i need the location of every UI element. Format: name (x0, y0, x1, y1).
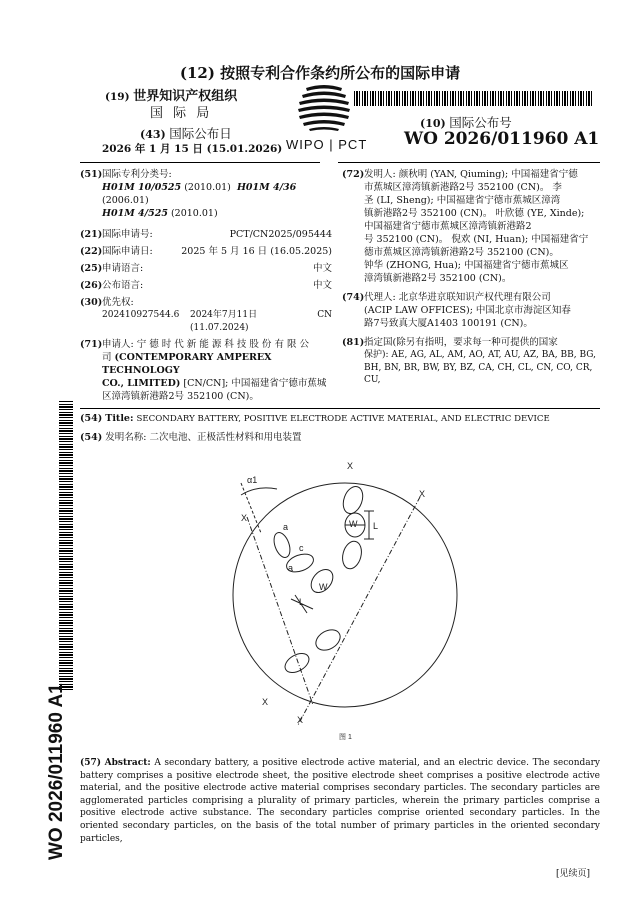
field-22-value: 2025 年 5 月 16 日 (16.05.2025) (181, 246, 332, 257)
inventors (364, 168, 600, 285)
applicant-line3 (102, 377, 332, 390)
org-sub: 国 际 局 (150, 106, 213, 121)
title-cn-row (80, 431, 600, 444)
wipo-globe-icon (294, 84, 354, 134)
field-22 (80, 245, 332, 258)
wipo-logo-text: WIPO | PCT (286, 137, 368, 152)
side-pub-number: WO 2026/011960 A1 (46, 683, 67, 860)
applicant-line1: 申请人: 宁 德 时 代 新 能 源 科 技 股 份 有 限 公 (102, 339, 309, 351)
label-x: X (241, 513, 248, 523)
ipc-1-date: (2010.01) (184, 182, 231, 193)
label-x: X (347, 461, 354, 471)
primary-particle (312, 626, 344, 655)
inventor-line: 镇新港路2号 352100 (CN)。 叶欣德 (YE, Xinde); (364, 208, 585, 219)
label-x: X (419, 489, 426, 499)
field-30-code: (30) (80, 297, 103, 308)
title-en-value: SECONDARY BATTERY, POSITIVE ELECTRODE ACTIVE MATERIAL, AND ELECTRIC DEVICE (136, 414, 550, 424)
field-74 (342, 291, 600, 330)
field-21-value: PCT/CN2025/095444 (229, 229, 332, 240)
divider-titles (80, 408, 600, 409)
pub-no-code: (10) (420, 117, 446, 130)
applicant-line4: 区漳湾镇新港路2号 352100 (CN)。 (102, 391, 259, 403)
angle-arc (241, 488, 277, 495)
abstract-label: Abstract: (104, 758, 151, 768)
field-21 (80, 228, 332, 241)
agent (364, 291, 600, 330)
field-25-label: 申请语言: (102, 263, 144, 274)
ipc-3: H01M 4/525 (102, 208, 168, 219)
primary-particle (340, 484, 366, 516)
inventor-line: 中国福建省宁德市蕉城区漳湾镇新港路2 (364, 221, 532, 232)
divider-left (80, 162, 320, 163)
inventor-line: 漳湾镇新港路2号 352100 (CN)。 (364, 273, 512, 284)
field-81-code: (81) (342, 337, 365, 348)
right-fields (342, 168, 600, 387)
field-71-code: (71) (80, 339, 103, 351)
designated-line: 保护): AE, AG, AL, AM, AO, AT, AU, AZ, BA, BB, BG, (364, 350, 596, 360)
designated-line: 指定国(除另有指明，要求每一种可提供的国家 (364, 337, 558, 348)
applicant-line2a: 司 (102, 352, 112, 364)
field-71 (80, 338, 332, 403)
ipc-1: H01M 10/0525 (102, 182, 182, 193)
title-cn-label: 发明名称: (105, 432, 147, 443)
agent-line: 代理人: 北京华进京联知识产权代理有限公司 (364, 292, 551, 303)
primary-particle (271, 530, 293, 559)
pub-date-label-row (140, 124, 232, 142)
field-30-row (80, 309, 332, 334)
abstract (80, 757, 600, 845)
field-51 (80, 168, 332, 181)
pub-date-code: (43) (140, 128, 166, 141)
field-30 (80, 296, 332, 309)
primary-particle (282, 650, 313, 677)
title-en-row (80, 412, 600, 426)
field-26-value: 中文 (312, 280, 332, 291)
inventor-line: 钟华 (ZHONG, Hua); 中国福建省宁德市蕉城区 (364, 260, 569, 271)
agent-line: 路7号致真大厦A1403 100191 (CN)。 (364, 318, 533, 329)
priority-app-no: 202410927544.6 (102, 310, 180, 320)
applicant-line3a: CO., LIMITED) (102, 378, 181, 390)
org-name: 世界知识产权组织 (133, 89, 238, 104)
org-code-text: (19) (105, 91, 130, 103)
label-l: L (299, 597, 305, 607)
applicant-line3b: [CN/CN]; 中国福建省宁德市蕉城 (183, 378, 327, 390)
inventor-line: 号 352100 (CN)。 倪欢 (NI, Huan); 中国福建省宁 (364, 234, 589, 245)
field-26-code: (26) (80, 280, 103, 291)
field-51-label: 国际专利分类号: (102, 169, 172, 180)
label-x: X (297, 715, 304, 725)
title-en-label: Title: (105, 413, 134, 424)
designated-states (364, 336, 600, 387)
document-title: (12) 按照专利合作条约所公布的国际申请 (179, 64, 461, 82)
applicant-line2b: (CONTEMPORARY AMPEREX TECHNOLOGY (102, 352, 272, 377)
applicant-line2 (102, 351, 332, 377)
title-en-code: (54) (80, 413, 103, 424)
abstract-text: A secondary battery, a positive electrode active material, and an electric device. The secondary battery comprises a positive electrode sheet, the positive electrode sheet comprises a positive electrode active material, and the positive electrode active material comprises secondary particles. The secondary particles are agglomerated particles comprising a plurality of primary particles, wherein the primary particles comprise a positive electrode active substance. The secondary particles comprise oriented secondary particles. In the oriented secondary particles, on the basis of the total number of primary particles in the oriented secondary particles, (80, 758, 600, 844)
ipc-2: H01M 4/36 (236, 182, 297, 193)
title-cn-code: (54) (80, 432, 103, 443)
field-72-code: (72) (342, 169, 365, 180)
ipc-2-date: (2006.01) (102, 195, 149, 206)
primary-particle (340, 539, 365, 571)
field-22-code: (22) (80, 246, 103, 257)
pub-date-label: 国际公布日 (169, 126, 232, 141)
field-22-label: 国际申请日: (102, 246, 153, 257)
field-51-code: (51) (80, 169, 103, 180)
field-72 (342, 168, 600, 285)
inventor-line: 德市蕉城区漳湾镇新港路2号 352100 (CN)。 (364, 247, 559, 258)
priority-date: 2024年7月11日 (11.07.2024) (190, 310, 258, 333)
particle-boundary (233, 483, 457, 707)
designated-line: BH, BN, BR, BW, BY, BZ, CA, CH, CL, CN, CO, CR, CU, (364, 362, 593, 386)
field-30-label: 优先权: (102, 297, 134, 308)
inventor-line: 圣 (LI, Sheng); 中国福建省宁德市蕉城区漳湾 (364, 195, 561, 206)
pub-no-label: 国际公布号 (449, 115, 512, 130)
field-21-code: (21) (80, 229, 103, 240)
label-w: W (319, 582, 328, 592)
label-w: W (349, 519, 358, 529)
agent-line: (ACIP LAW OFFICES); 中国北京市海淀区知春 (364, 305, 571, 316)
label-a: a (283, 522, 289, 532)
title-cn-value: 二次电池、正极活性材料和用电装置 (149, 432, 302, 443)
figure-1 (195, 455, 495, 745)
side-barcode (59, 400, 73, 690)
continued-note: [见续页] (556, 869, 591, 879)
inventor-line: 市蕉城区漳湾镇新港路2号 352100 (CN)。 李 (364, 182, 562, 193)
label-x: X (262, 697, 269, 707)
field-21-label: 国际申请号: (102, 229, 153, 240)
field-71-body (102, 338, 332, 403)
left-fields (80, 168, 332, 403)
field-51-line1 (80, 181, 332, 207)
divider-right (338, 162, 600, 163)
ipc-3-date: (2010.01) (170, 208, 218, 219)
field-25-code: (25) (80, 263, 103, 274)
figure-caption: 图 1 (339, 734, 352, 741)
field-81 (342, 336, 600, 387)
field-25 (80, 262, 332, 275)
label-l: L (373, 521, 379, 531)
barcode (354, 91, 594, 106)
axis-line-2 (298, 497, 420, 725)
pub-date-value: 2026 年 1 月 15 日 (15.01.2026) (102, 143, 283, 155)
priority-country: CN (317, 310, 332, 320)
pub-no-value: WO 2026/011960 A1 (404, 129, 600, 149)
primary-particle (307, 565, 338, 596)
field-51-line2 (80, 207, 332, 220)
inventor-line: 发明人: 颜秋明 (YAN, Qiuming); 中国福建省宁德 (364, 169, 578, 180)
abstract-code: (57) (80, 758, 102, 768)
field-74-code: (74) (342, 292, 365, 303)
field-26-label: 公布语言: (102, 280, 144, 291)
label-c: c (299, 543, 304, 553)
label-a: a (288, 563, 294, 573)
label-alpha: α1 (247, 475, 258, 485)
field-25-value: 中文 (312, 263, 332, 274)
field-26 (80, 279, 332, 292)
